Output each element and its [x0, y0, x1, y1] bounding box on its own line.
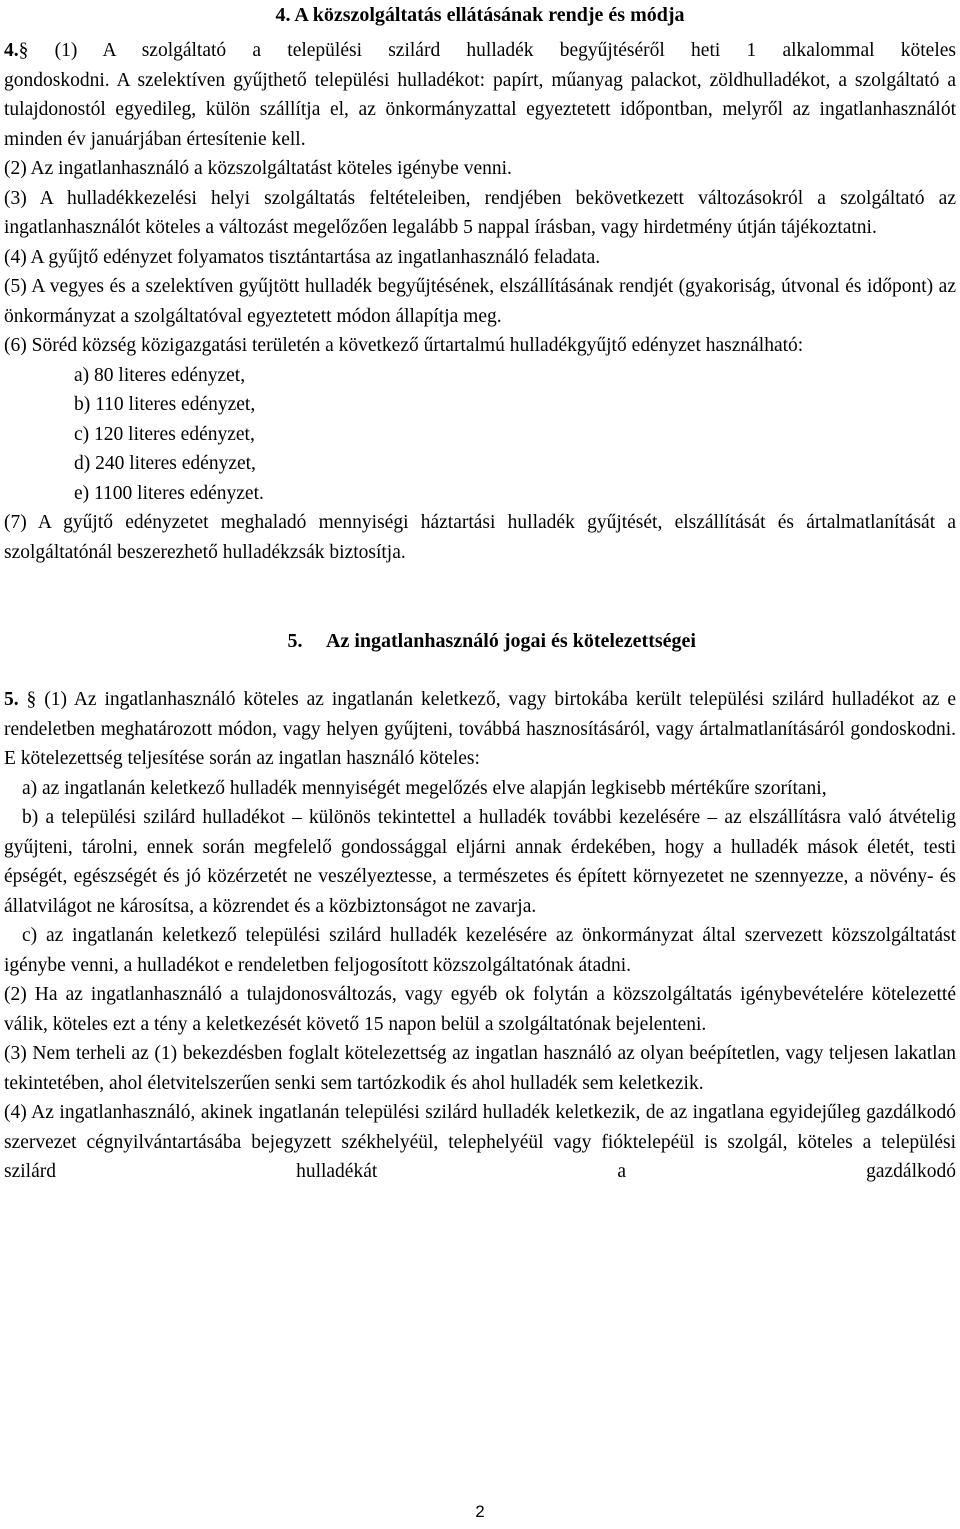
section-4-para-1-first-line [4, 36, 956, 66]
section-5-item-c: c) az ingatlanán keletkező települési szilárd hulladék kezelésére az önkormányzat által szervezett közszolgáltatást igénybe venni, a hulladékot e rendeletben feljogosított közszolgáltatónak átadni. [4, 925, 956, 976]
list-item: d) 240 literes edényzet, [74, 453, 256, 474]
section-5-item-b: b) a települési szilárd hulladékot – különös tekintettel a hulladék további kezelésére – az elszállításra való átvételig gyűjteni, tárolni, ennek során megfelelő gondossággal eljárni annak érdekében, hogy a hulladék mások életét, testi épségét, egészségét és jó közérzetét ne veszélyeztesse, a természetes és épített környezetet ne szennyezze, a növény- és állatvilágot ne károsítsa, a közrendet és a közbiztonságot ne zavarja. [4, 807, 956, 917]
document-page [4, 0, 956, 1187]
section-4-para-3: (3) A hulladékkezelési helyi szolgáltatás feltételeiben, rendjében bekövetkezett változásokról a szolgáltató az ingatlanhasználót köteles a változást megelőzően legalább 5 nappal írásban, vagy hirdetmény útján tájékoztatni. [4, 187, 956, 238]
paragraph-text: § (1) Az ingatlanhasználó köteles az ingatlanán keletkező, vagy birtokába került települési szilárd hulladékot az e rendeletben meghatározott módon, vagy helyen gyűjteni, továbbá hasznosításáról, vagy ártalmatlanításáról gondoskodni. E kötelezettség teljesítése során az ingatlan használó köteles: [4, 689, 956, 769]
list-item: e) 1100 literes edényzet. [74, 482, 264, 504]
section-5-item-a: a) az ingatlanán keletkező hulladék mennyiségét megelőzés elve alapján legkisebb mértékűre szorítani, [22, 777, 827, 799]
section-5-para-3: (3) Nem terheli az (1) bekezdésben foglalt kötelezettség az ingatlan használó az olyan beépítetlen, vagy teljesen lakatlan tekintetében, ahol életvitelszerűen senki sem tartózkodik és ahol hulladék sem keletkezik. [4, 1043, 956, 1094]
list-item: c) 120 literes edényzet, [74, 423, 255, 445]
paragraph-number: 5. [4, 689, 19, 710]
section-5-para-2: (2) Ha az ingatlanhasználó a tulajdonosváltozás, vagy egyéb ok folytán a közszolgáltatás igénybevételére kötelezetté válik, köteles ezt a tény a keletkezését követő 15 napon belül a szolgáltatónak bejelenteni. [4, 984, 956, 1035]
container-size-list [4, 361, 956, 509]
list-item: b) 110 literes edényzet, [74, 394, 256, 415]
paragraph-text: § (1) A szolgáltató a települési szilárd hulladék begyűjtéséről heti 1 alkalommal köteles [18, 40, 956, 61]
section-5-para-4: (4) Az ingatlanhasználó, akinek ingatlanán települési szilárd hulladék keletkezik, de az ingatlana egyidejűleg gazdálkodó szervezet cégnyilvántartásába bejegyzett székhelyéül, telephelyéül vagy fióktelepéül is szolgál, köteles a települési szilárd hulladékát a gazdálkodó [4, 1102, 956, 1182]
section-4-para-5: (5) A vegyes és a szelektíven gyűjtött hulladék begyűjtésének, elszállításának rendjét (gyakoriság, útvonal és időpont) az önkormányzat a szolgáltatóval egyeztetett módon állapítja meg. [4, 276, 956, 327]
paragraph-number: 4. [4, 40, 19, 61]
section-4-para-6: (6) Söréd község közigazgatási területén a következő űrtartalmú hulladékgyűjtő edényzet használható: [4, 335, 804, 356]
section-number: 5. [287, 630, 303, 652]
section-4-para-1-continuation: gondoskodni. A szelektíven gyűjthető települési hulladékot: papírt, műanyag palackot, zöldhulladékot, a szolgáltató a tulajdonostól egyedileg, külön szállítja el, az önkormányzattal egyeztetett időpontban, melyről az ingatlanhasználót minden év januárjában értesítenie kell. [4, 69, 956, 150]
section-5-para-1 [4, 685, 956, 774]
page-number: 2 [475, 1502, 485, 1521]
section-title: Az ingatlanhasználó jogai és kötelezettségei [326, 630, 696, 652]
section-4-para-7: (7) A gyűjtő edényzetet meghaladó mennyiségi háztartási hulladék gyűjtését, elszállítását és ártalmatlanítását a szolgáltatónál beszerezhető hulladékzsák biztosítja. [4, 512, 956, 563]
section-4-heading: 4. A közszolgáltatás ellátásának rendje és módja [275, 4, 685, 26]
section-4-para-4: (4) A gyűjtő edényzet folyamatos tisztántartása az ingatlanhasználó feladata. [4, 246, 601, 268]
section-5-heading [4, 627, 956, 685]
list-item: a) 80 literes edényzet, [74, 364, 246, 386]
section-4-para-2: (2) Az ingatlanhasználó a közszolgáltatást köteles igénybe venni. [4, 158, 512, 179]
